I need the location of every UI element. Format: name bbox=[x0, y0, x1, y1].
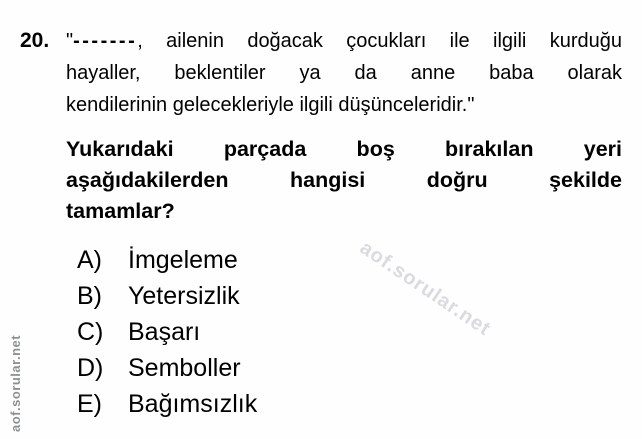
option-row-d[interactable] bbox=[77, 355, 257, 381]
quote-open-mark: " bbox=[66, 30, 74, 52]
option-row-b[interactable] bbox=[77, 283, 257, 309]
stem-line-1: Yukarıdaki parçada boş bırakılan yeri bbox=[66, 137, 622, 161]
quote-line-1 bbox=[66, 25, 622, 57]
question-stem bbox=[66, 134, 622, 227]
option-letter: C) bbox=[77, 318, 104, 346]
option-letter: A) bbox=[77, 246, 102, 274]
option-letter: B) bbox=[77, 282, 102, 310]
option-text: İmgeleme bbox=[128, 246, 238, 274]
option-text: Bağımsızlık bbox=[128, 390, 258, 418]
stem-line-2: aşağıdakilerden hangisi doğru şekilde bbox=[66, 168, 622, 192]
stem-line-3: tamamlar? bbox=[66, 199, 175, 223]
option-letter: E) bbox=[77, 390, 102, 418]
option-row-a[interactable] bbox=[77, 247, 257, 273]
question-number: 20. bbox=[20, 29, 50, 52]
option-text: Başarı bbox=[128, 318, 201, 346]
watermark-vertical: aof.sorular.net bbox=[8, 334, 23, 432]
options-list bbox=[77, 247, 257, 427]
option-row-e[interactable] bbox=[77, 391, 257, 417]
option-text: Yetersizlik bbox=[128, 282, 240, 310]
blank-dashes: ------- bbox=[73, 30, 138, 52]
option-letter: D) bbox=[77, 354, 104, 382]
watermark-diagonal: aof.sorular.net bbox=[355, 236, 495, 341]
quote-line-1-text: , ailenin doğacak çocukları ile ilgili kurduğu bbox=[137, 30, 622, 52]
question-quote-paragraph bbox=[66, 25, 622, 121]
quote-line-3: kendilerinin gelecekleriyle ilgili düşünceleridir." bbox=[66, 94, 475, 116]
option-text: Semboller bbox=[128, 354, 241, 382]
quote-line-2: hayaller, beklentiler ya da anne baba olarak bbox=[66, 62, 622, 84]
option-row-c[interactable] bbox=[77, 319, 257, 345]
